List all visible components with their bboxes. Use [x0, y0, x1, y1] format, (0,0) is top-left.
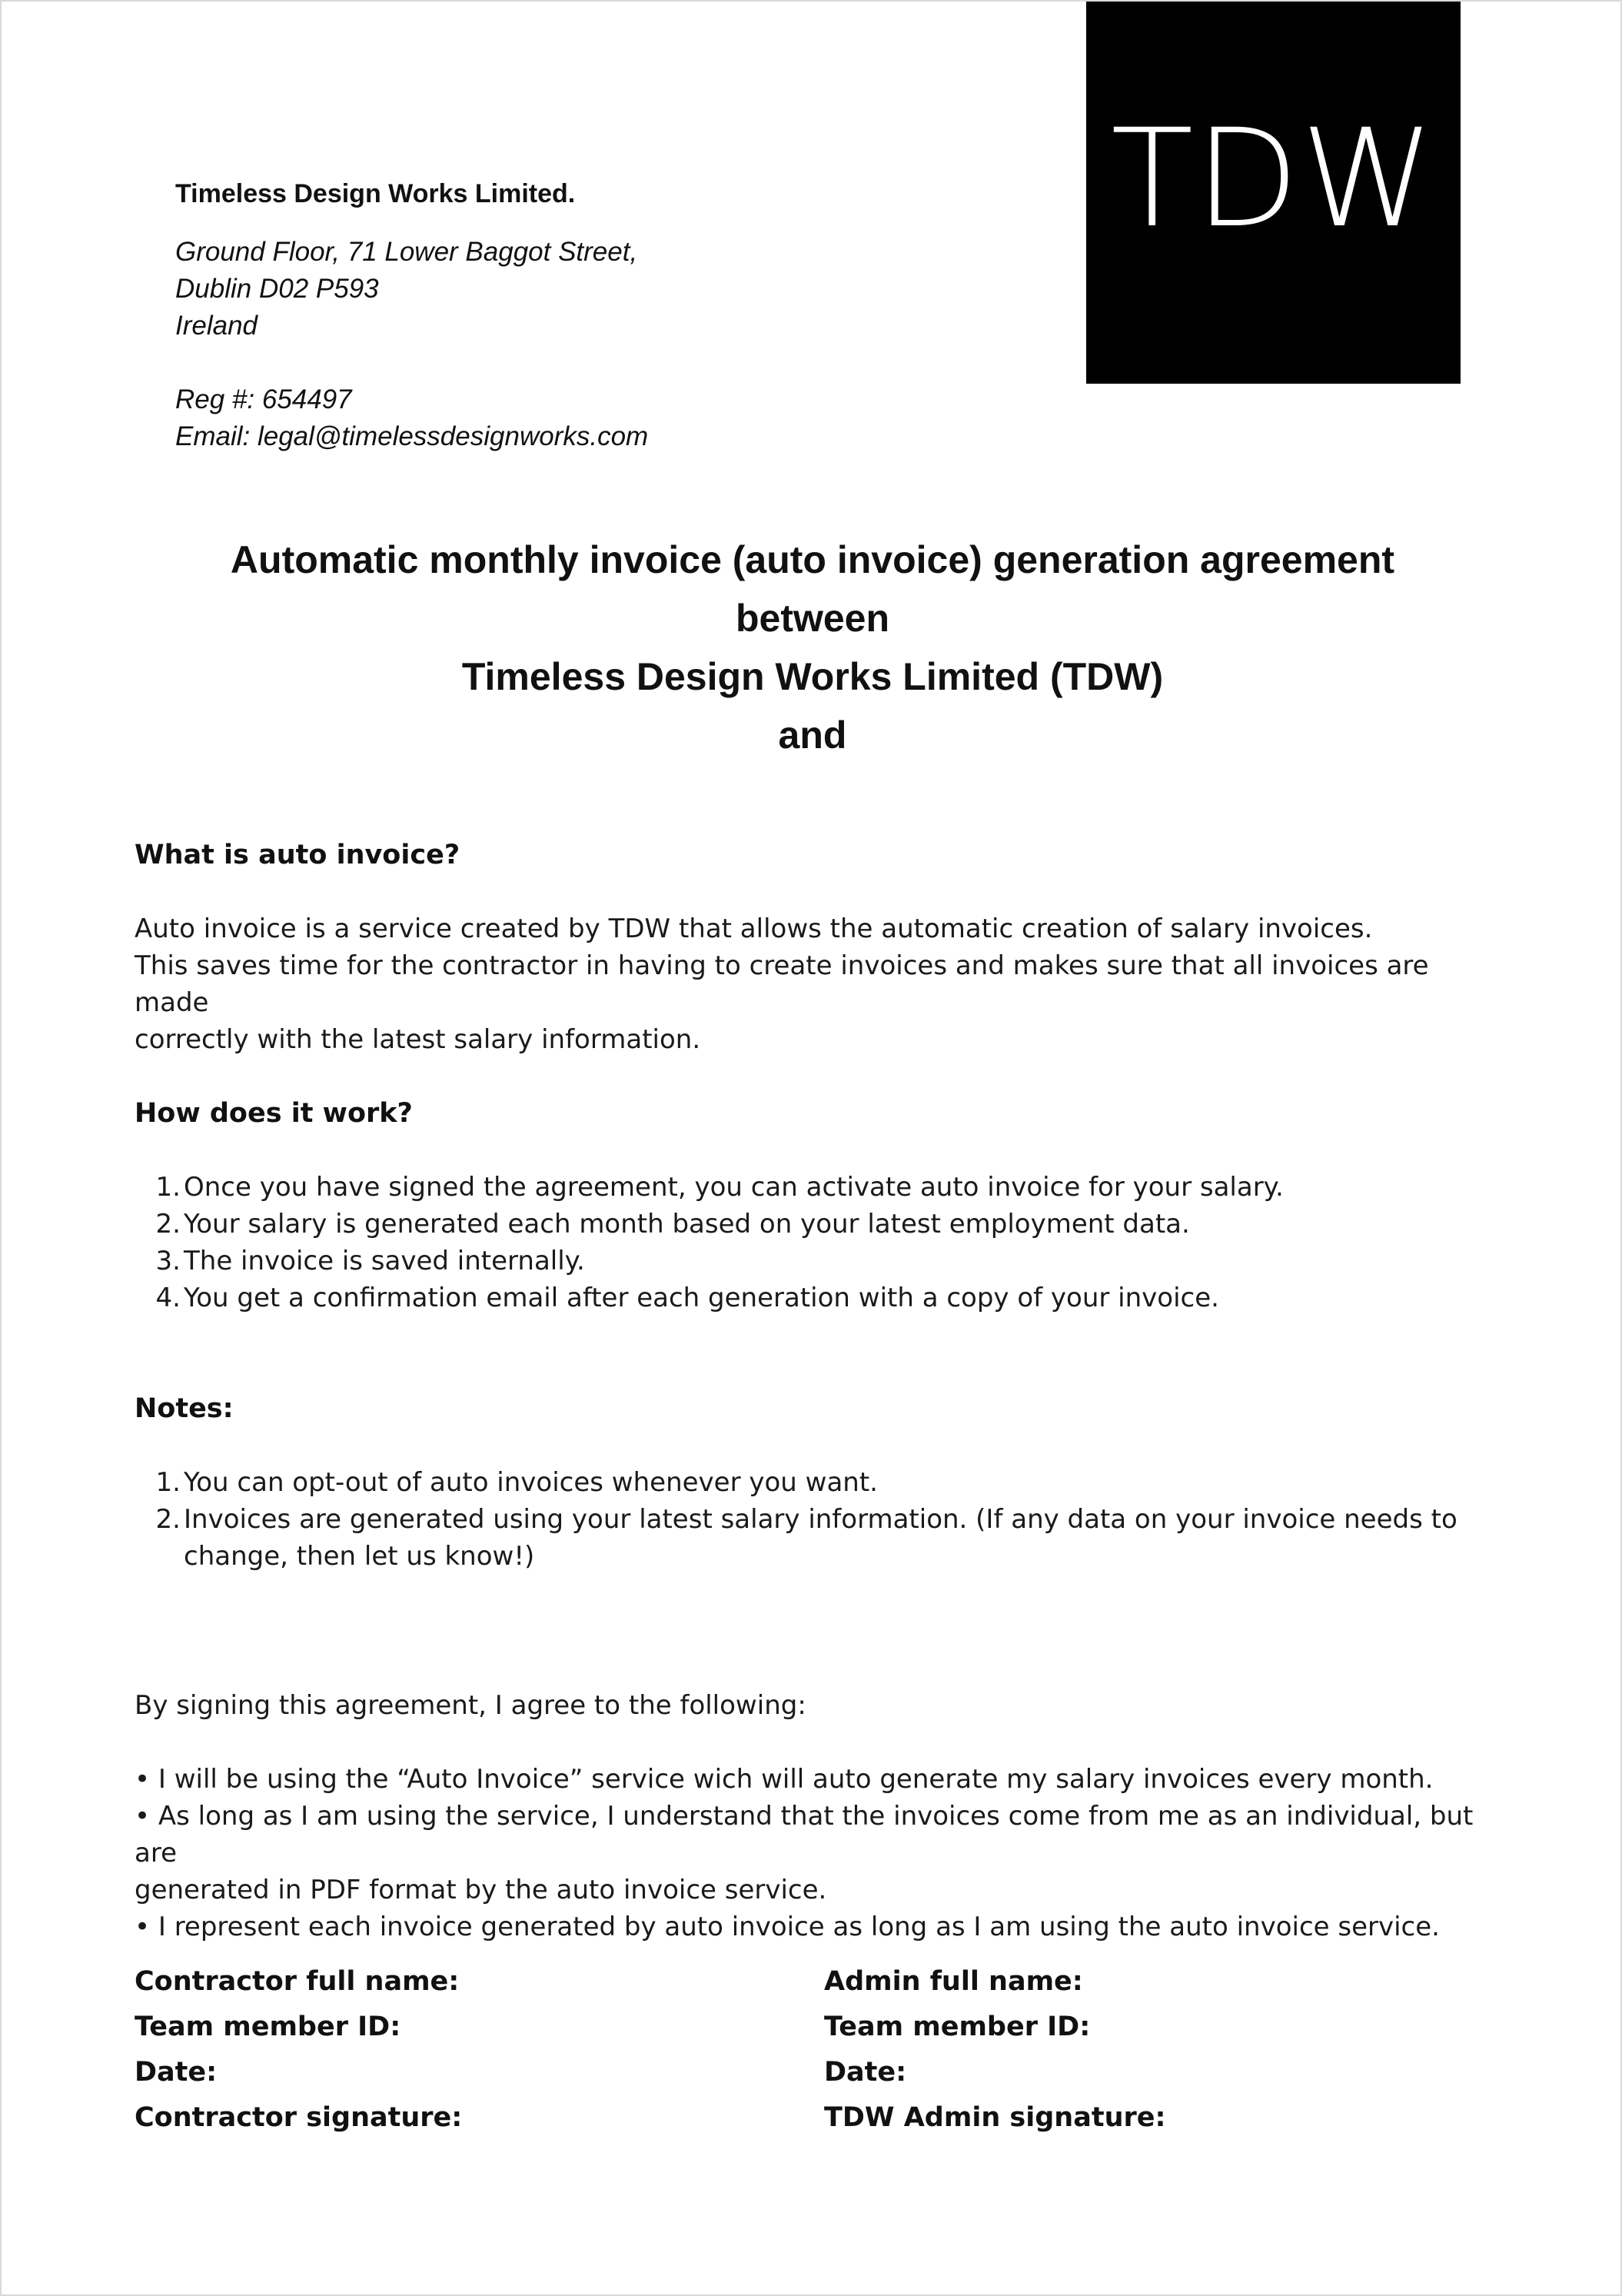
agreement-line: generated in PDF format by the auto invoice service. [135, 1875, 827, 1905]
list-item: 1. You can opt-out of auto invoices whenever you want. [155, 1467, 878, 1498]
list-item: 4. You get a confirmation email after each generation with a copy of your invoice. [155, 1283, 1219, 1313]
paragraph-line: Auto invoice is a service created by TDW that allows the automatic creation of salary invoices. [135, 913, 1373, 944]
how-steps-list [135, 1169, 1487, 1316]
tdw-logo [1086, 2, 1461, 384]
list-item: 2. Your salary is generated each month based on your latest employment data. [155, 1209, 1190, 1240]
agreement-line: • I will be using the “Auto Invoice” service wich will auto generate my salary invoices every month. [135, 1764, 1434, 1795]
contractor-team-member-id-label: Team member ID: [135, 2011, 401, 2042]
admin-team-member-id-label: Team member ID: [824, 2011, 1091, 2042]
registration-number: Reg #: 654497 [175, 384, 352, 414]
contractor-full-name-label: Contractor full name: [135, 1966, 460, 1997]
contractor-signature-label: Contractor signature: [135, 2102, 463, 2133]
title-line: and [778, 714, 847, 757]
agreement-intro: By signing this agreement, I agree to the following: [135, 1690, 806, 1721]
agreement-line: • As long as I am using the service, I understand that the invoices come from me as an individual, but are [135, 1801, 1474, 1868]
notes-list [135, 1464, 1487, 1575]
admin-signature-block [824, 1959, 1166, 2141]
address-line: Dublin D02 P593 [175, 274, 379, 304]
section-heading-how: How does it work? [135, 1098, 413, 1129]
admin-date-label: Date: [824, 2057, 907, 2088]
address-line: Ireland [175, 311, 258, 341]
paragraph-line: correctly with the latest salary information. [135, 1024, 701, 1055]
company-info [175, 177, 944, 455]
agreement-title [2, 531, 1622, 764]
title-line: Automatic monthly invoice (auto invoice) generation agreement [230, 538, 1395, 581]
company-name: Timeless Design Works Limited. [175, 179, 576, 208]
registration-block [175, 381, 944, 455]
admin-signature-label: TDW Admin signature: [824, 2102, 1166, 2133]
agreement-line: • I represent each invoice generated by auto invoice as long as I am using the auto invoice service. [135, 1912, 1440, 1942]
admin-full-name-label: Admin full name: [824, 1966, 1083, 1997]
title-line: Timeless Design Works Limited (TDW) [461, 655, 1164, 698]
signature-section [135, 1959, 1487, 2159]
contractor-date-label: Date: [135, 2057, 218, 2088]
section-heading-what: What is auto invoice? [135, 840, 460, 870]
address-line: Ground Floor, 71 Lower Baggot Street, [175, 237, 638, 267]
paragraph-line: This saves time for the contractor in having to create invoices and makes sure that all invoices are made [135, 950, 1429, 1018]
section-heading-notes: Notes: [135, 1393, 234, 1424]
logo-text: TDW [1110, 99, 1437, 258]
contact-email: Email: legal@timelessdesignworks.com [175, 421, 649, 451]
list-item: 2. Invoices are generated using your latest salary information. (If any data on your invoice needs to change, then let us know!) [155, 1504, 1457, 1572]
agreement-body [135, 837, 1487, 1945]
contractor-signature-block [135, 1959, 462, 2141]
list-item: 1. Once you have signed the agreement, you can activate auto invoice for your salary. [155, 1172, 1284, 1203]
title-line: between [735, 597, 890, 640]
list-item: 3. The invoice is saved internally. [155, 1246, 585, 1276]
